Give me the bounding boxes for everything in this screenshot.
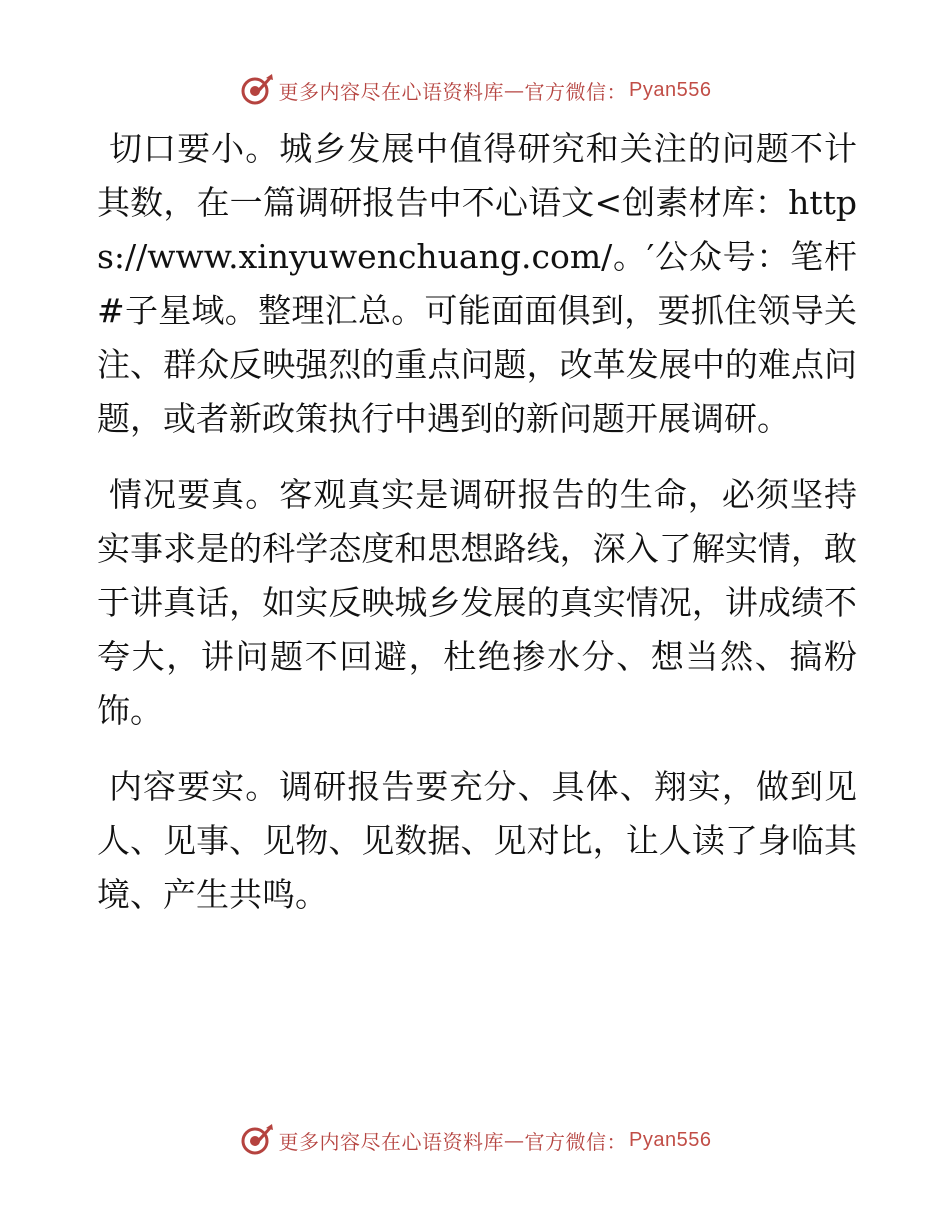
paragraph: 内容要实。调研报告要充分、具体、翔实，做到见人、见事、见物、见数据、见对比，让人读了身临其境、产生共鸣。 (97, 767, 857, 914)
banner-official-label: 官方微信： (524, 1129, 628, 1154)
footer-banner (0, 1120, 950, 1160)
paragraph: 切口要小。城乡发展中值得研究和关注的问题不计其数，在一篇调研报告中不心语文<创素材库：https://www.xinyuwenchuang.com/。′公众号：笔杆#子星域。整理汇总。可能面面俱到，要抓住领导关注、群众反映强烈的重点问题，改革发展中的难点问题，或者新政策执行中遇到的新问题开展调研。 (97, 129, 857, 438)
banner-account: Pyan556 (629, 78, 712, 101)
quill-logo-icon (239, 72, 275, 108)
header-banner (0, 70, 950, 110)
quill-logo-icon (239, 1122, 275, 1158)
banner-account: Pyan556 (629, 1128, 712, 1151)
banner-separator: — (504, 78, 525, 102)
banner-separator: — (504, 1128, 525, 1152)
paragraph: 情况要真。客观真实是调研报告的生命，必须坚持实事求是的科学态度和思想路线，深入了解实情，敢于讲真话，如实反映城乡发展的真实情况，讲成绩不夸大，讲问题不回避，杜绝掺水分、想当然、搞粉饰。 (97, 475, 857, 730)
document-body (97, 122, 857, 922)
banner-slogan: 更多内容尽在心语资料库 (278, 1129, 505, 1154)
banner-slogan: 更多内容尽在心语资料库 (278, 79, 505, 104)
banner-official-label: 官方微信： (524, 79, 628, 104)
